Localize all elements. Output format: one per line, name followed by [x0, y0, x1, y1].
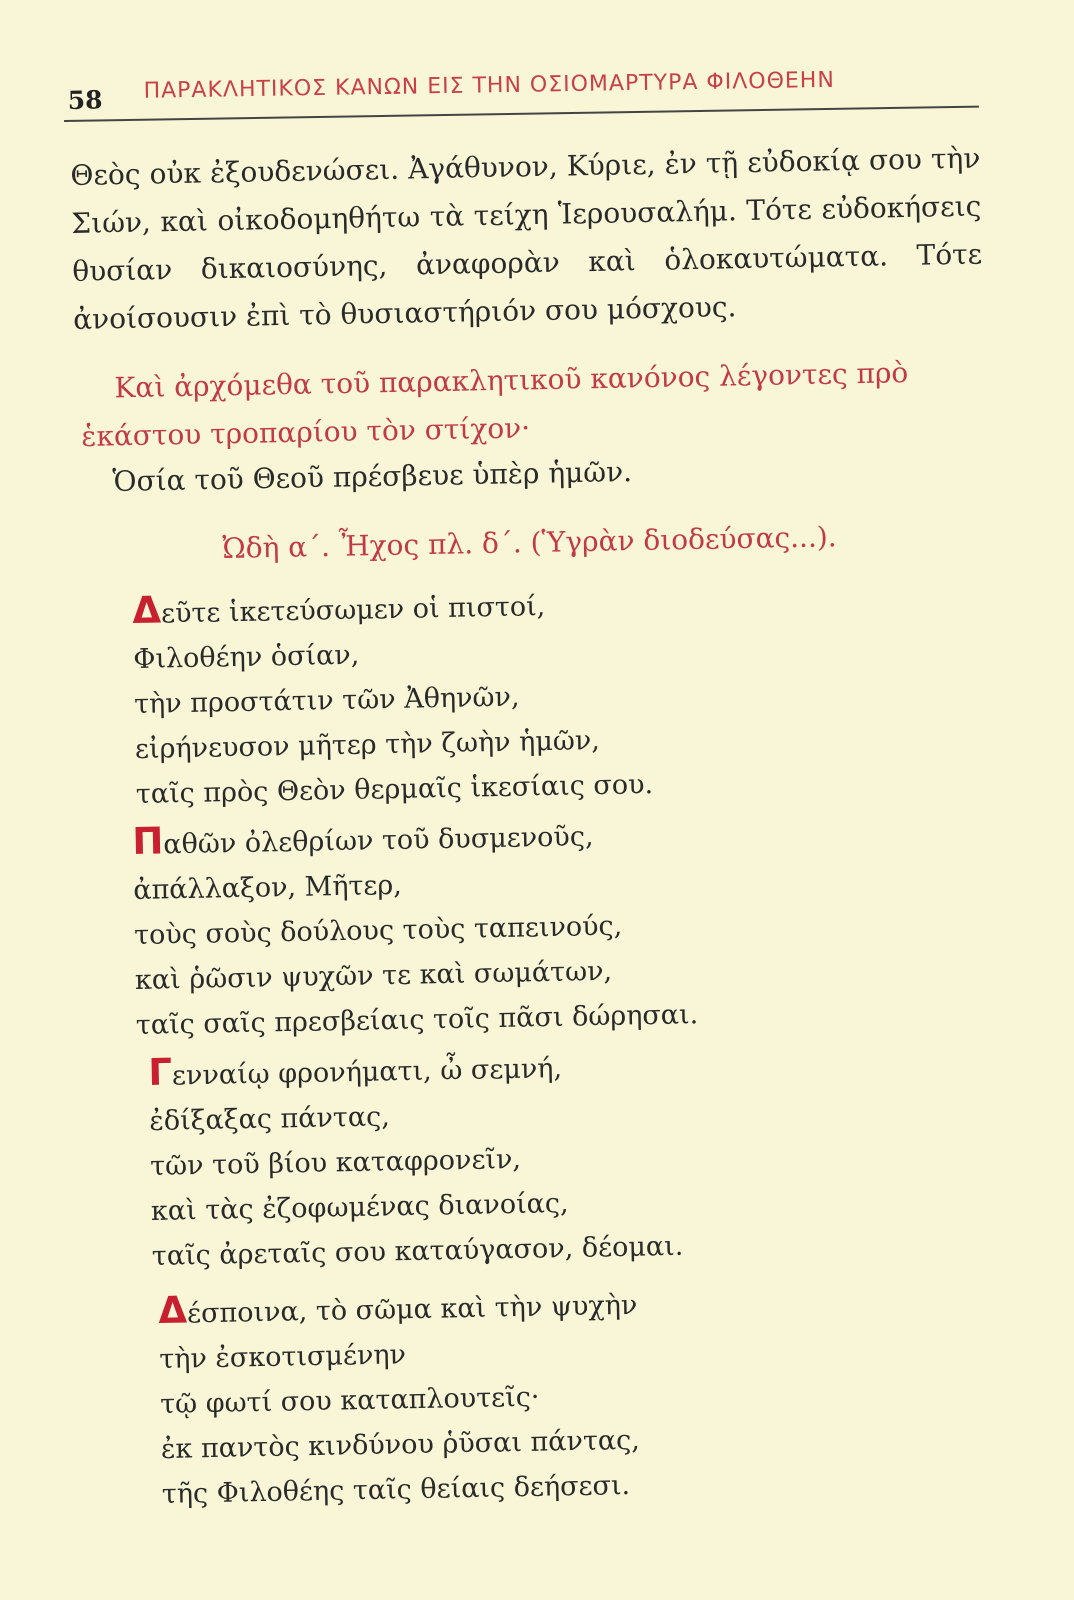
prose-text: Θεὸς οὐκ ἐξουδενώσει. Ἀγάθυνον, Κύριε, ἐν τῇ εὐδοκίᾳ σου τὴν Σιών, καὶ οἰκοδομηθήτω τὰ τείχη Ἱερουσαλήμ. Τότε εὐδοκήσεις θυσίαν δικαιοσύνης, ἀναφορὰν καὶ ὁλοκαυτώματα. Τότε ἀνοίσουσιν ἐπὶ τὸ θυσιαστήριόν σου μόσχους. — [70, 141, 983, 336]
stanza-line: καὶ τὰς ἐζοφωμένας διανοίας, — [150, 1187, 569, 1227]
stanza-line: ταῖς σαῖς πρεσβείαις τοῖς πᾶσι δώρησαι. — [135, 999, 699, 1041]
rubric — [80, 348, 982, 461]
stanza-line: τὴν προστάτιν τῶν Ἀθηνῶν, — [133, 681, 520, 720]
stanza-line: Φιλοθέην ὁσίαν, — [132, 639, 360, 675]
page-number: 58 — [67, 85, 103, 115]
stanza-line: ταῖς πρὸς Θεὸν θερμαῖς ἱκεσίαις σου. — [135, 769, 654, 810]
stanza-line: τοὺς σοὺς δούλους τοὺς ταπεινούς, — [133, 910, 623, 951]
header-rule — [64, 106, 979, 122]
stanza-line: ἐκ παντὸς κινδύνου ῥῦσαι πάντας, — [160, 1424, 641, 1465]
stanza-line: ἐδίξαξας πάντας, — [148, 1101, 391, 1137]
drop-cap-initial: Γ — [147, 1050, 173, 1094]
stanza-line: ταῖς ἀρεταῖς σου καταύγασον, δέομαι. — [151, 1230, 684, 1272]
drop-cap-initial: Δ — [157, 1288, 188, 1332]
refrain: Ὁσία τοῦ Θεοῦ πρέσβευε ὑπὲρ ἡμῶν. — [112, 455, 633, 498]
prose-paragraph — [70, 135, 984, 344]
stanza-line: Γενναίῳ φρονήματι, ὦ σεμνή, — [147, 1050, 563, 1094]
stanza-4 — [158, 1283, 641, 1517]
drop-cap-initial: Π — [131, 819, 164, 863]
stanza-3 — [148, 1044, 684, 1279]
stanza-line: τῆς Φιλοθέης ταῖς θείαις δεήσεσι. — [161, 1469, 631, 1510]
running-title: ΠΑΡΑΚΛΗΤΙΚΟΣ ΚΑΝΩΝ ΕΙΣ ΤΗΝ ΟΣΙΟΜΑΡΤΥΡΑ ΦΙΛΟΘΕΗΝ — [143, 67, 835, 104]
stanza-line: τῶν τοῦ βίου καταφρονεῖν, — [149, 1143, 522, 1182]
stanza-line: Δέσποινα, τὸ σῶμα καὶ τὴν ψυχὴν — [157, 1288, 638, 1332]
running-head — [63, 44, 979, 118]
stanza-2 — [132, 812, 699, 1048]
drop-cap-initial: Δ — [131, 588, 162, 632]
stanza-line: τὴν ἐσκοτισμένην — [158, 1339, 407, 1375]
stanza-line: Δεῦτε ἱκετεύσωμεν οἱ πιστοί, — [131, 588, 546, 632]
stanza-line: καὶ ῥῶσιν ψυχῶν τε καὶ σωμάτων, — [134, 955, 613, 996]
stanza-line: εἰρήνευσον μῆτερ τὴν ζωὴν ἡμῶν, — [134, 725, 601, 765]
stanza-1 — [132, 582, 654, 817]
rubric-text: Καὶ ἀρχόμεθα τοῦ παρακλητικοῦ κανόνος λέγοντες πρὸ ἑκάστου τροπαρίου τὸν στίχον· — [81, 356, 909, 453]
stanza-line: ἀπάλλαξον, Μῆτερ, — [132, 869, 403, 906]
stanza-line: τῷ φωτί σου καταπλουτεῖς· — [159, 1381, 540, 1420]
stanza-line: Παθῶν ὀλεθρίων τοῦ δυσμενοῦς, — [131, 819, 594, 863]
ode-heading: Ὠδὴ α΄. Ἦχος πλ. δ΄. (Ὑγρὰν διοδεύσας...). — [222, 520, 837, 565]
